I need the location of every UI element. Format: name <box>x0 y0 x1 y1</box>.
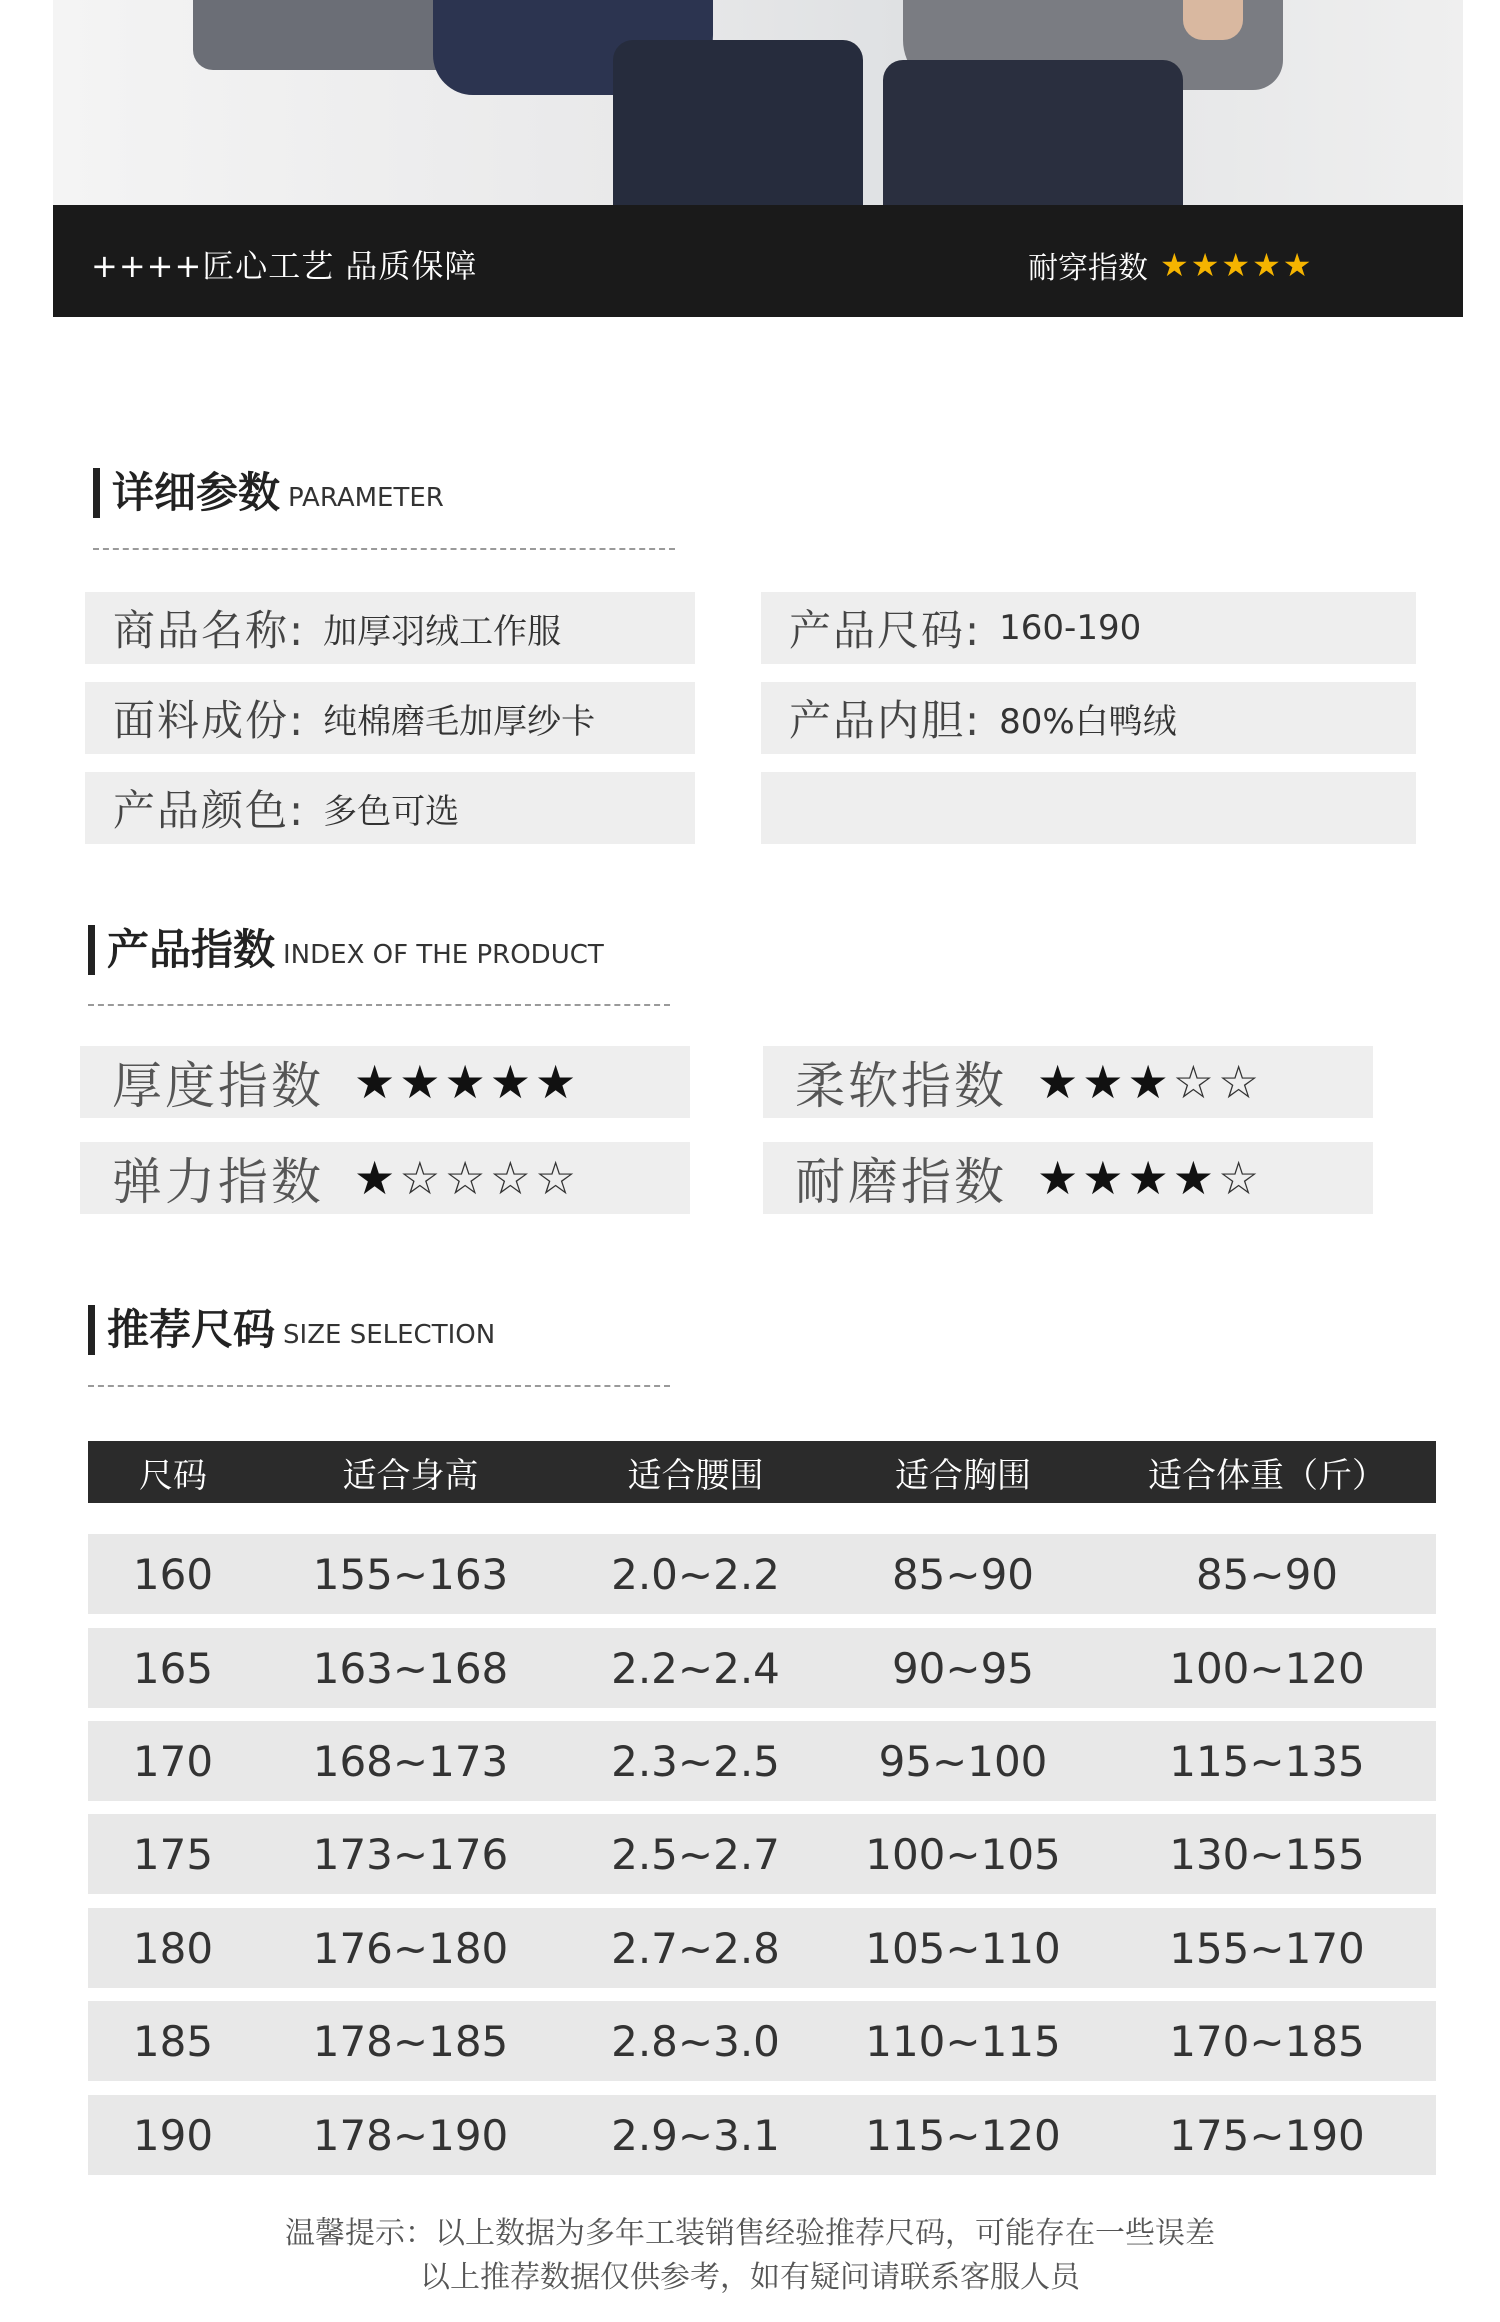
index-cell <box>80 1142 690 1214</box>
wear-stars-icon: ★★★★★ <box>1160 246 1314 284</box>
size-subtitle: SIZE SELECTION <box>283 1320 496 1350</box>
table-cell: 173~176 <box>312 1829 509 1879</box>
table-row <box>88 1628 1436 1708</box>
table-cell: 100~105 <box>865 1829 1061 1879</box>
param-label: 产品颜色: <box>113 786 306 835</box>
table-row <box>88 1721 1436 1801</box>
table-row <box>88 1908 1436 1988</box>
size-title: 推荐尺码 <box>107 1305 276 1354</box>
parameter-title: 详细参数 <box>112 468 281 517</box>
table-cell: 2.0~2.2 <box>611 1549 780 1599</box>
table-cell: 95~100 <box>878 1736 1048 1786</box>
table-cell: 165 <box>132 1643 214 1693</box>
param-value: 纯棉磨毛加厚纱卡 <box>323 701 596 742</box>
table-cell: 90~95 <box>891 1643 1035 1693</box>
rating-stars-icon: ★★★☆☆ <box>1037 1055 1264 1109</box>
param-value: 80%白鸭绒 <box>999 701 1177 742</box>
table-cell: 168~173 <box>312 1736 509 1786</box>
table-cell: 175~190 <box>1169 2110 1365 2160</box>
table-row <box>88 2001 1436 2081</box>
rating-stars-icon: ★★★★☆ <box>1037 1151 1264 1205</box>
table-cell: 190 <box>132 2110 214 2160</box>
table-cell: 115~135 <box>1169 1736 1365 1786</box>
table-row <box>88 1814 1436 1894</box>
table-cell: 115~120 <box>865 2110 1061 2160</box>
index-heading <box>88 925 604 975</box>
craft-slogan: ++++匠心工艺 品质保障 <box>91 247 478 285</box>
table-row <box>88 2095 1436 2175</box>
column-header: 适合腰围 <box>627 1455 764 1496</box>
table-cell: 2.2~2.4 <box>611 1643 780 1693</box>
size-table-header <box>88 1441 1436 1503</box>
table-cell: 178~190 <box>312 2110 509 2160</box>
rating-stars-icon: ★★★★★ <box>354 1055 581 1109</box>
index-label: 耐磨指数 <box>795 1153 1007 1211</box>
table-cell: 160 <box>132 1549 214 1599</box>
table-cell: 2.5~2.7 <box>611 1829 780 1879</box>
table-cell: 85~90 <box>891 1549 1035 1599</box>
column-header: 适合胸围 <box>895 1455 1031 1496</box>
table-cell: 130~155 <box>1169 1829 1365 1879</box>
param-cell <box>761 682 1416 754</box>
param-cell-empty <box>761 772 1416 844</box>
param-value: 160-190 <box>999 608 1142 648</box>
index-label: 厚度指数 <box>112 1057 324 1115</box>
table-row <box>88 1534 1436 1614</box>
column-header: 适合身高 <box>342 1455 479 1496</box>
table-cell: 105~110 <box>865 1923 1061 1973</box>
table-cell: 2.7~2.8 <box>611 1923 780 1973</box>
table-cell: 2.8~3.0 <box>611 2016 780 2066</box>
index-cell <box>763 1046 1373 1118</box>
table-cell: 180 <box>132 1923 214 1973</box>
divider <box>88 1004 670 1006</box>
param-label: 产品尺码: <box>789 606 982 655</box>
param-cell <box>85 592 695 664</box>
param-cell <box>85 682 695 754</box>
wear-index-label: 耐穿指数 <box>1028 251 1148 286</box>
parameter-subtitle: PARAMETER <box>288 483 444 513</box>
table-cell: 110~115 <box>865 2016 1061 2066</box>
param-value: 加厚羽绒工作服 <box>323 611 562 652</box>
table-cell: 170 <box>132 1736 214 1786</box>
divider <box>88 1385 670 1387</box>
index-subtitle: INDEX OF THE PRODUCT <box>283 940 604 970</box>
param-value: 多色可选 <box>323 791 460 832</box>
param-cell <box>85 772 695 844</box>
column-header: 尺码 <box>139 1455 207 1496</box>
parameter-heading <box>93 468 444 518</box>
index-title: 产品指数 <box>107 925 276 974</box>
table-cell: 155~163 <box>312 1549 509 1599</box>
tip-line-1: 温馨提示：以上数据为多年工装销售经验推荐尺码，可能存在一些误差 <box>285 2216 1215 2251</box>
divider <box>93 548 675 550</box>
table-cell: 185 <box>132 2016 214 2066</box>
table-cell: 85~90 <box>1195 1549 1339 1599</box>
param-label: 商品名称: <box>113 606 306 655</box>
quality-banner <box>53 205 1463 317</box>
table-cell: 155~170 <box>1169 1923 1365 1973</box>
size-heading <box>88 1305 495 1355</box>
product-photo <box>53 0 1463 205</box>
wear-index <box>1028 243 1313 287</box>
table-cell: 163~168 <box>312 1643 509 1693</box>
table-cell: 100~120 <box>1169 1643 1365 1693</box>
table-cell: 2.9~3.1 <box>611 2110 780 2160</box>
table-cell: 176~180 <box>312 1923 509 1973</box>
index-label: 柔软指数 <box>795 1057 1007 1115</box>
index-cell <box>763 1142 1373 1214</box>
rating-stars-icon: ★☆☆☆☆ <box>354 1151 581 1205</box>
column-header: 适合体重（斤） <box>1148 1455 1386 1496</box>
param-label: 面料成份: <box>113 696 306 745</box>
table-cell: 175 <box>132 1829 214 1879</box>
index-cell <box>80 1046 690 1118</box>
param-label: 产品内胆: <box>789 696 982 745</box>
table-cell: 178~185 <box>312 2016 509 2066</box>
tip-line-2: 以上推荐数据仅供参考，如有疑问请联系客服人员 <box>420 2260 1080 2295</box>
index-label: 弹力指数 <box>112 1153 324 1211</box>
param-cell <box>761 592 1416 664</box>
table-cell: 2.3~2.5 <box>611 1736 780 1786</box>
table-cell: 170~185 <box>1169 2016 1365 2066</box>
